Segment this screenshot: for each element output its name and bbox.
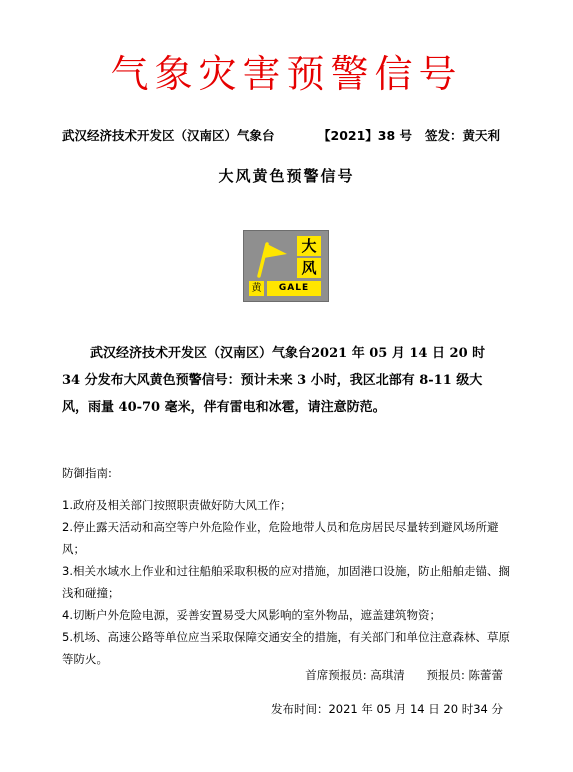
issue-time: 发布时间：2021 年 05 月 14 日 20 时34 分	[270, 702, 503, 716]
forecasters-line	[287, 667, 503, 683]
guide-item: 3.相关水域水上作业和过往船舶采取积极的应对措施，加固港口设施，防止船舶走锚、搁浅和碰撞；	[62, 564, 510, 600]
icon-char-feng: 风	[297, 258, 321, 278]
forecaster: 预报员: 陈蕾蕾	[426, 668, 503, 682]
chief-forecaster: 首席预报员: 高琪清	[305, 668, 405, 682]
warning-body: 武汉经济技术开发区（汉南区）气象台2021 年 05 月 14 日 20 时 34 分发布大风黄色预警信号：预计未来 3 小时，我区北部有 8-11 级大风，雨量 40-70 毫米，伴有雷电和冰雹，请注意防范。	[62, 346, 486, 415]
page-title: 气象灾害预警信号	[110, 52, 463, 96]
signer: 签发：黄天利	[425, 128, 501, 143]
document-number: 【2021】38 号	[318, 128, 413, 143]
guide-item: 1.政府及相关部门按照职责做好防大风工作；	[62, 498, 292, 512]
icon-char-da: 大	[297, 236, 321, 256]
guide-item: 2.停止露天活动和高空等户外危险作业，危险地带人员和危房居民尽量转到避风场所避风；	[62, 520, 499, 556]
defense-guide	[62, 462, 517, 670]
icon-char-huang: 黄	[249, 281, 264, 296]
icon-gale-label: GALE	[267, 281, 321, 296]
guide-title: 防御指南:	[62, 466, 112, 480]
gale-yellow-warning-icon	[243, 230, 329, 302]
warning-subtitle: 大风黄色预警信号	[218, 167, 355, 185]
guide-item: 5.机场、高速公路等单位应当采取保障交通安全的措施，有关部门和单位注意森林、草原等防火。	[62, 630, 510, 666]
guide-item: 4.切断户外危险电源，妥善安置易受大风影响的室外物品，遮盖建筑物资；	[62, 608, 441, 622]
document-header	[0, 126, 573, 146]
issuer-name: 武汉经济技术开发区（汉南区）气象台	[62, 128, 275, 143]
